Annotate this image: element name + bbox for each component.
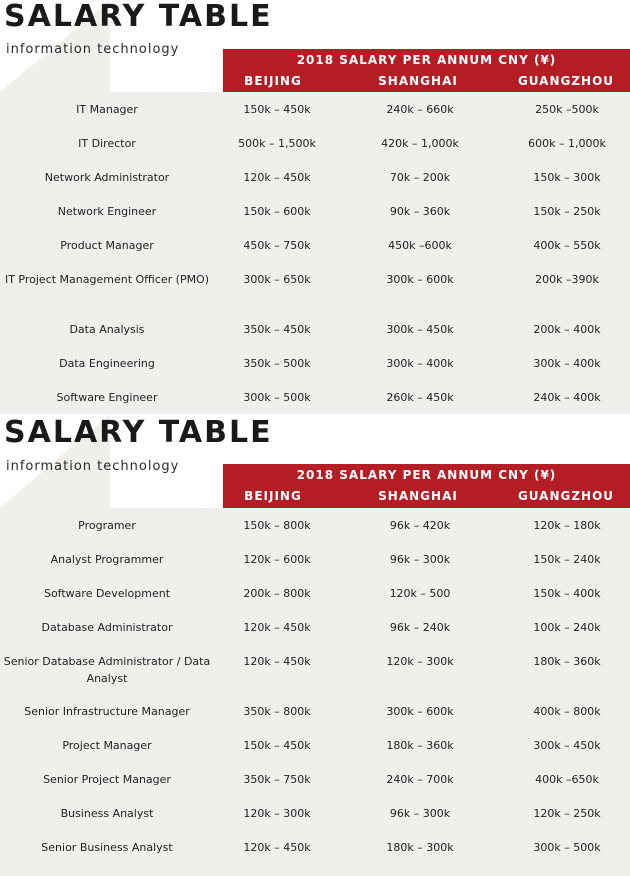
page-subtitle: information technology [6, 42, 180, 57]
header-banner [223, 464, 630, 508]
page-title: SALARY TABLE [4, 0, 273, 34]
job-title-cell: Senior Project Manager [43, 773, 171, 786]
shanghai-salary-cell: 260k – 450k [386, 391, 454, 404]
job-title-cell: Senior Business Analyst [41, 841, 173, 854]
beijing-salary-cell: 500k – 1,500k [238, 137, 316, 150]
guangzhou-salary-cell: 120k – 250k [533, 807, 601, 820]
beijing-salary-cell: 350k – 800k [243, 705, 311, 718]
table-row [0, 380, 630, 414]
shanghai-salary-cell: 96k – 300k [389, 807, 451, 820]
banner-title: 2018 SALARY PER ANNUM CNY (¥) [296, 468, 557, 482]
guangzhou-salary-cell: 150k – 240k [533, 553, 601, 566]
table-row [0, 644, 630, 694]
table-row [0, 312, 630, 346]
shanghai-salary-cell: 240k – 660k [386, 103, 454, 116]
salary-table-section-1 [0, 0, 630, 414]
shanghai-salary-cell: 120k – 500 [389, 587, 451, 600]
shanghai-salary-cell: 96k – 240k [389, 621, 451, 634]
table-row [0, 694, 630, 728]
beijing-salary-cell: 150k – 450k [243, 739, 311, 752]
shanghai-salary-cell: 420k – 1,000k [381, 137, 459, 150]
job-title-cell: Product Manager [60, 239, 154, 252]
table-row [0, 762, 630, 796]
guangzhou-salary-cell: 300k – 400k [533, 357, 601, 370]
table-row [0, 830, 630, 864]
beijing-salary-cell: 120k – 300k [243, 807, 311, 820]
job-title-cell: Project Manager [62, 739, 152, 752]
city-header-beijing: BEIJING [244, 489, 302, 503]
guangzhou-salary-cell: 150k – 250k [533, 205, 601, 218]
shanghai-salary-cell: 180k – 360k [386, 739, 454, 752]
shanghai-salary-cell: 240k – 700k [386, 773, 454, 786]
table-row [0, 92, 630, 126]
beijing-salary-cell: 450k – 750k [243, 239, 311, 252]
guangzhou-salary-cell: 180k – 360k [533, 655, 601, 668]
beijing-salary-cell: 150k – 600k [243, 205, 311, 218]
job-title-cell: Programer [78, 519, 136, 532]
beijing-salary-cell: 120k – 450k [243, 655, 311, 668]
job-title-cell: Senior Infrastructure Manager [24, 705, 190, 718]
guangzhou-salary-cell: 200k – 400k [533, 323, 601, 336]
guangzhou-salary-cell: 400k – 800k [533, 705, 601, 718]
guangzhou-salary-cell: 240k – 400k [533, 391, 601, 404]
shanghai-salary-cell: 96k – 300k [389, 553, 451, 566]
beijing-salary-cell: 300k – 650k [243, 273, 311, 286]
job-title-cell: Software Engineer [56, 391, 158, 404]
table-row [0, 610, 630, 644]
page-subtitle: information technology [6, 459, 180, 474]
guangzhou-salary-cell: 150k – 300k [533, 171, 601, 184]
shanghai-salary-cell: 180k – 300k [386, 841, 454, 854]
guangzhou-salary-cell: 150k – 400k [533, 587, 601, 600]
guangzhou-salary-cell: 200k –390k [535, 273, 599, 286]
beijing-salary-cell: 350k – 450k [243, 323, 311, 336]
job-title-cell: IT Manager [76, 103, 138, 116]
shanghai-salary-cell: 70k – 200k [389, 171, 451, 184]
job-title-cell: IT Project Management Officer (PMO) [4, 273, 210, 286]
page-title: SALARY TABLE [4, 415, 273, 450]
beijing-salary-cell: 350k – 500k [243, 357, 311, 370]
job-title-cell: IT Director [78, 137, 136, 150]
table-row [0, 126, 630, 160]
city-headers [223, 489, 630, 505]
beijing-salary-cell: 300k – 500k [243, 391, 311, 404]
guangzhou-salary-cell: 300k – 450k [533, 739, 601, 752]
table-row [0, 542, 630, 576]
beijing-salary-cell: 120k – 600k [243, 553, 311, 566]
beijing-salary-cell: 120k – 450k [243, 841, 311, 854]
table-row [0, 796, 630, 830]
shanghai-salary-cell: 300k – 600k [386, 273, 454, 286]
table-row [0, 576, 630, 610]
salary-table-section-2 [0, 414, 630, 876]
city-header-guangzhou: GUANGZHOU [517, 74, 615, 88]
shanghai-salary-cell: 300k – 400k [386, 357, 454, 370]
job-title-cell: Network Engineer [57, 205, 157, 218]
table-row [0, 346, 630, 380]
city-header-beijing: BEIJING [244, 74, 302, 88]
beijing-salary-cell: 120k – 450k [243, 621, 311, 634]
table-row [0, 728, 630, 762]
shanghai-salary-cell: 120k – 300k [386, 655, 454, 668]
city-header-shanghai: SHANGHAI [378, 74, 458, 88]
beijing-salary-cell: 350k – 750k [243, 773, 311, 786]
guangzhou-salary-cell: 250k –500k [535, 103, 599, 116]
table-row [0, 160, 630, 194]
guangzhou-salary-cell: 100k – 240k [533, 621, 601, 634]
job-title-cell: Data Analysis [69, 323, 145, 336]
beijing-salary-cell: 200k – 800k [243, 587, 311, 600]
shanghai-salary-cell: 300k – 600k [386, 705, 454, 718]
job-title-cell: Network Administrator [44, 171, 170, 184]
salary-rows [0, 92, 630, 414]
table-row [0, 228, 630, 262]
job-title-cell: Data Engineering [59, 357, 155, 370]
table-row [0, 262, 630, 312]
shanghai-salary-cell: 300k – 450k [386, 323, 454, 336]
beijing-salary-cell: 120k – 450k [243, 171, 311, 184]
city-header-shanghai: SHANGHAI [378, 489, 458, 503]
header-banner [223, 49, 630, 92]
job-title-cell: Business Analyst [60, 807, 154, 820]
salary-rows [0, 508, 630, 864]
guangzhou-salary-cell: 120k – 180k [533, 519, 601, 532]
banner-title: 2018 SALARY PER ANNUM CNY (¥) [296, 53, 557, 67]
table-row [0, 194, 630, 228]
beijing-salary-cell: 150k – 450k [243, 103, 311, 116]
guangzhou-salary-cell: 600k – 1,000k [528, 137, 606, 150]
city-headers [223, 74, 630, 90]
beijing-salary-cell: 150k – 800k [243, 519, 311, 532]
shanghai-salary-cell: 90k – 360k [389, 205, 451, 218]
guangzhou-salary-cell: 400k – 550k [533, 239, 601, 252]
guangzhou-salary-cell: 300k – 500k [533, 841, 601, 854]
job-title-cell: Analyst Programmer [50, 553, 164, 566]
table-row [0, 508, 630, 542]
job-title-cell: Software Development [43, 587, 171, 600]
job-title-cell: Senior Database Administrator / Data Analyst [3, 655, 211, 685]
shanghai-salary-cell: 450k –600k [388, 239, 452, 252]
guangzhou-salary-cell: 400k –650k [535, 773, 599, 786]
job-title-cell: Database Administrator [41, 621, 173, 634]
shanghai-salary-cell: 96k – 420k [389, 519, 451, 532]
city-header-guangzhou: GUANGZHOU [517, 489, 615, 503]
